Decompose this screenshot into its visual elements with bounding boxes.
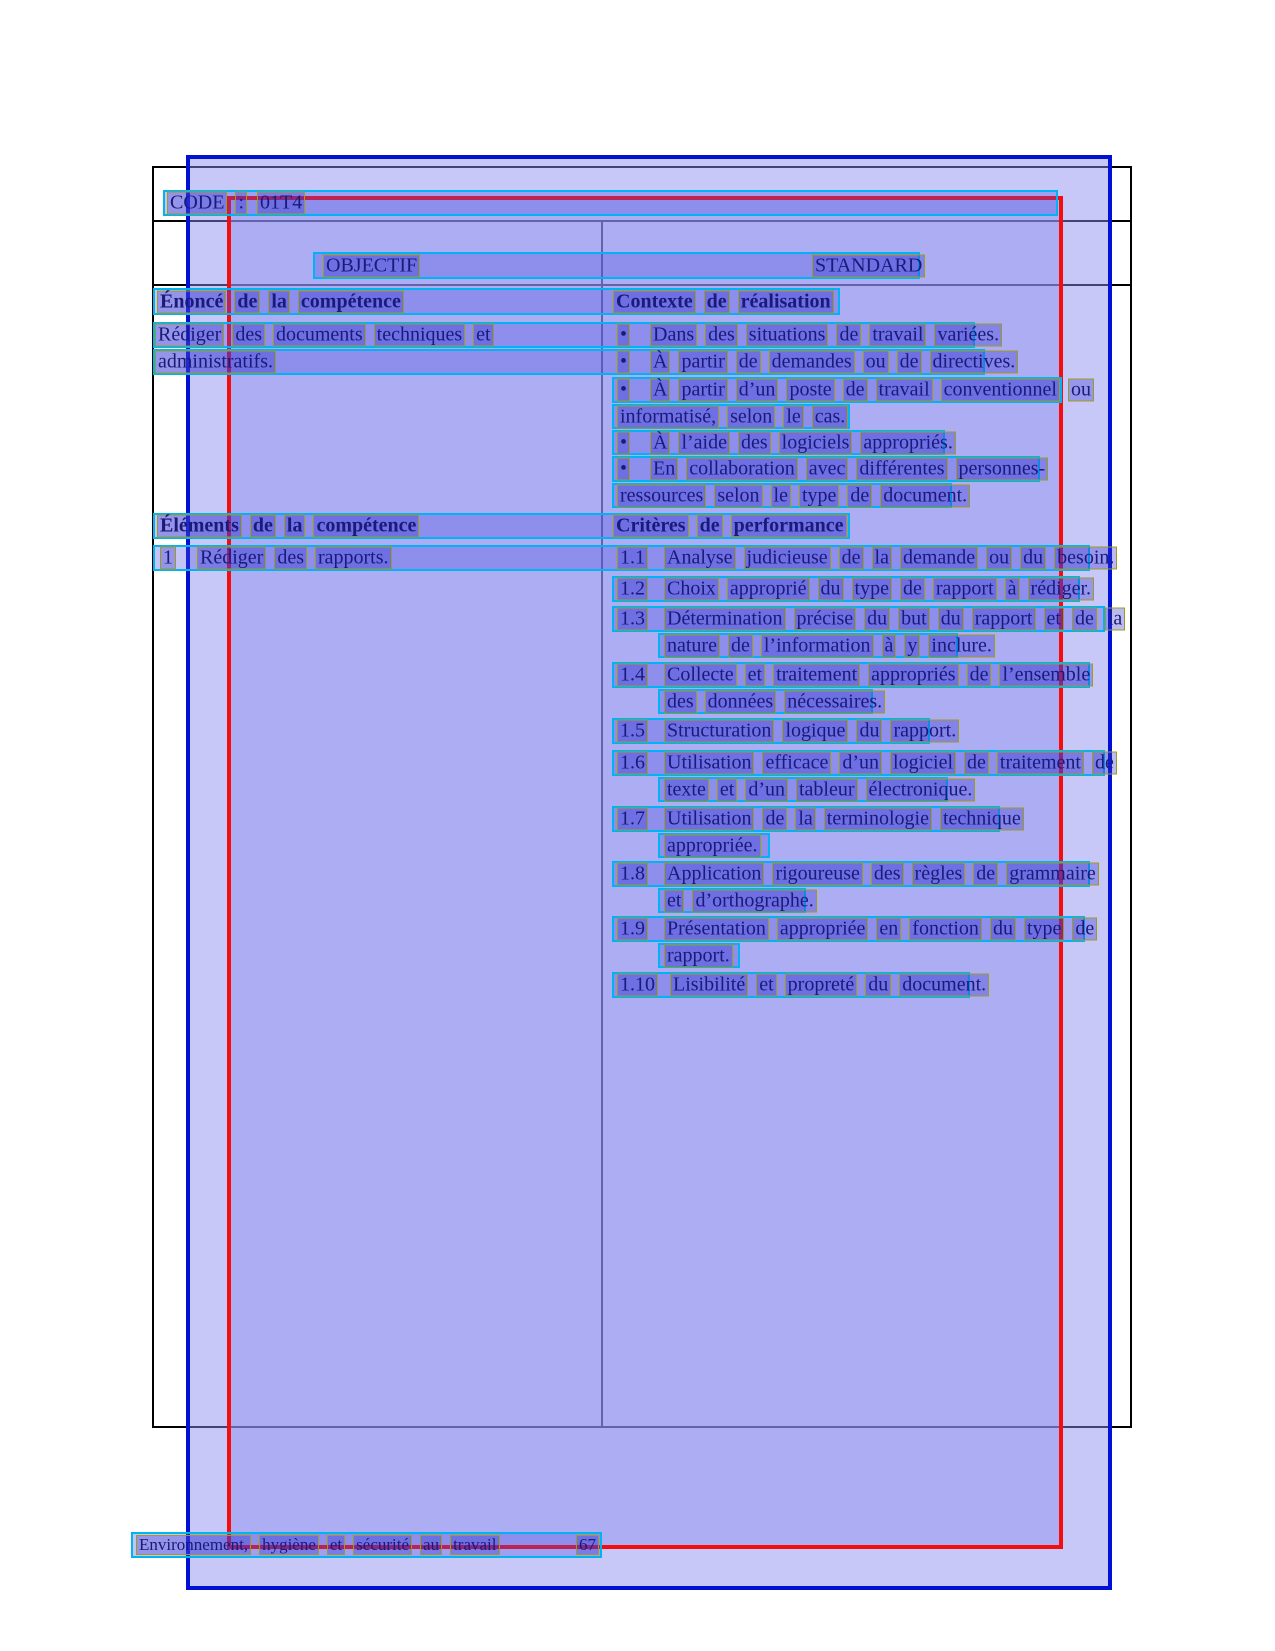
line-segment: [664, 608, 1125, 631]
word-box: des: [738, 431, 771, 454]
word-box: but: [898, 608, 930, 631]
word-box: des: [871, 863, 904, 886]
word-box: fonction: [909, 918, 982, 941]
word-box: le: [783, 405, 803, 428]
word-box: partir: [678, 379, 727, 402]
line-segment: [650, 431, 956, 454]
word-box: travail: [869, 324, 926, 347]
word-box: Détermination: [664, 608, 786, 631]
word-box: Choix: [664, 578, 719, 601]
line-segment: [167, 192, 247, 215]
word-box: d’orthographe.: [692, 889, 816, 912]
line-segment: [664, 752, 1117, 775]
line-segment: [670, 974, 989, 997]
bullet-marker: •: [617, 458, 630, 481]
word-box: de: [843, 379, 868, 402]
word-box: du: [818, 578, 844, 601]
word-box: 1.6: [617, 752, 648, 775]
word-box: et: [756, 974, 776, 997]
word-box: et: [664, 889, 684, 912]
word-box: Application: [664, 863, 764, 886]
word-box: 1.2: [617, 578, 648, 601]
line-segment: [617, 324, 630, 347]
line-segment: [650, 324, 1002, 347]
word-box: travail: [876, 379, 933, 402]
word-box: et: [473, 324, 493, 347]
word-box: en: [876, 918, 901, 941]
text-line-box: [612, 404, 850, 429]
line-segment: [812, 254, 925, 277]
line-segment: [664, 664, 1093, 687]
word-box: grammaire: [1006, 863, 1099, 886]
word-box: document.: [899, 974, 989, 997]
word-box: logique: [782, 720, 848, 743]
word-box: de: [900, 578, 925, 601]
line-segment: [576, 1535, 599, 1555]
text-line-box: [658, 777, 973, 802]
word-box: personnes-: [956, 458, 1049, 481]
text-line-box: [612, 430, 953, 455]
word-box: 1.1: [617, 547, 648, 570]
word-box: demandes: [769, 351, 855, 374]
word-box: En: [650, 458, 678, 481]
word-box: hygiène: [259, 1535, 319, 1555]
word-box: du: [1020, 547, 1046, 570]
line-segment: [664, 690, 885, 713]
word-box: type: [1024, 918, 1064, 941]
word-box: Collecte: [664, 664, 737, 687]
word-box: de: [964, 752, 989, 775]
word-box: 1.7: [617, 808, 648, 831]
word-box: l’ensemble: [999, 664, 1093, 687]
word-box: au: [420, 1535, 442, 1555]
text-line-box: [153, 288, 840, 315]
line-segment: [617, 720, 648, 743]
word-box: judicieuse: [744, 547, 831, 570]
word-box: Énoncé: [157, 290, 226, 313]
word-box: l’aide: [678, 431, 730, 454]
word-box: rapport.: [664, 944, 733, 967]
word-box: selon: [727, 405, 775, 428]
word-box: ou: [986, 547, 1012, 570]
line-segment: [664, 863, 1099, 886]
word-box: rapports.: [315, 547, 392, 570]
word-box: 1: [160, 547, 176, 570]
line-segment: [650, 379, 1094, 402]
word-box: 1.8: [617, 863, 648, 886]
line-segment: [617, 863, 648, 886]
word-box: 1.10: [617, 974, 658, 997]
word-box: Contexte: [613, 290, 696, 313]
word-box: 01T4: [257, 192, 305, 215]
word-box: À: [650, 379, 670, 402]
word-box: de: [704, 290, 730, 313]
word-box: traitement: [997, 752, 1084, 775]
text-line-box: [153, 349, 1016, 375]
word-box: traitement: [773, 664, 860, 687]
word-box: des: [705, 324, 738, 347]
line-segment: [664, 547, 1117, 570]
word-box: Présentation: [664, 918, 769, 941]
text-line-box: [131, 1532, 602, 1558]
word-box: compétence: [313, 515, 419, 538]
word-box: de: [728, 634, 753, 657]
word-box: performance: [731, 515, 847, 538]
word-box: demande: [900, 547, 978, 570]
bullet-marker: •: [617, 379, 630, 402]
line-segment: [157, 515, 419, 538]
word-box: Dans: [650, 324, 697, 347]
word-box: 67: [576, 1535, 599, 1555]
word-box: rapport.: [890, 720, 959, 743]
word-box: précise: [794, 608, 857, 631]
word-box: de: [847, 484, 872, 507]
word-box: CODE: [167, 192, 227, 215]
line-segment: [617, 752, 648, 775]
line-segment: [617, 484, 970, 507]
bullet-marker: •: [617, 431, 630, 454]
word-box: de: [697, 515, 723, 538]
word-box: et: [717, 778, 737, 801]
line-segment: [617, 431, 630, 454]
word-box: :: [235, 192, 247, 215]
word-box: de: [839, 547, 864, 570]
line-segment: [617, 379, 630, 402]
text-line-box: [153, 545, 1115, 571]
text-line-box: [612, 606, 1123, 632]
word-box: cas.: [812, 405, 849, 428]
word-box: 1.5: [617, 720, 648, 743]
word-box: appropriée.: [664, 834, 761, 857]
word-box: des: [274, 547, 307, 570]
line-segment: [664, 720, 959, 743]
line-segment: [613, 290, 834, 313]
word-box: propreté: [785, 974, 858, 997]
word-box: la: [284, 515, 306, 538]
text-line-box: [612, 576, 1092, 602]
text-line-box: [612, 483, 968, 508]
word-box: du: [856, 720, 882, 743]
word-box: Critères: [613, 515, 689, 538]
text-line-box: [313, 252, 923, 279]
word-box: STANDARD: [812, 254, 925, 277]
line-segment: [664, 578, 1094, 601]
word-box: selon: [714, 484, 762, 507]
word-box: d’un: [839, 752, 882, 775]
word-box: de: [250, 515, 276, 538]
word-box: Rédiger: [197, 547, 266, 570]
text-line-box: [612, 456, 1046, 482]
word-box: collaboration: [686, 458, 798, 481]
line-segment: [664, 889, 817, 912]
word-box: ressources: [617, 484, 706, 507]
word-box: OBJECTIF: [323, 254, 420, 277]
line-segment: [617, 808, 648, 831]
word-box: réalisation: [738, 290, 834, 313]
text-line-box: [658, 833, 770, 858]
word-box: rapport: [933, 578, 997, 601]
text-line-box: [612, 377, 1091, 403]
word-box: technique: [940, 808, 1024, 831]
word-box: du: [938, 608, 964, 631]
word-box: la: [1105, 608, 1125, 631]
word-box: administratifs.: [155, 351, 276, 374]
line-segment: [664, 918, 1097, 941]
word-box: travail: [450, 1535, 499, 1555]
word-box: Utilisation: [664, 808, 754, 831]
word-box: sécurité: [353, 1535, 412, 1555]
word-box: de: [762, 808, 787, 831]
text-line-box: [612, 861, 1096, 887]
word-box: nécessaires.: [784, 690, 885, 713]
text-line-box: [612, 750, 1114, 776]
line-segment: [617, 458, 630, 481]
word-box: type: [799, 484, 839, 507]
word-box: de: [1092, 752, 1117, 775]
word-box: rigoureuse: [772, 863, 862, 886]
word-box: la: [872, 547, 892, 570]
word-box: Éléments: [157, 515, 242, 538]
word-box: besoin.: [1054, 547, 1117, 570]
text-line-box: [163, 190, 1058, 216]
word-box: Lisibilité: [670, 974, 748, 997]
word-box: de: [836, 324, 861, 347]
word-box: de: [897, 351, 922, 374]
line-segment: [613, 515, 847, 538]
line-segment: [617, 405, 848, 428]
word-box: techniques: [374, 324, 466, 347]
line-segment: [664, 634, 995, 657]
word-box: partir: [678, 351, 727, 374]
line-segment: [136, 1535, 500, 1555]
word-box: d’un: [745, 778, 788, 801]
word-box: directives.: [930, 351, 1019, 374]
word-box: approprié: [727, 578, 810, 601]
word-box: de: [736, 351, 761, 374]
line-segment: [664, 808, 1024, 831]
text-line-box: [153, 322, 1000, 348]
word-box: 1.9: [617, 918, 648, 941]
line-segment: [617, 608, 648, 631]
word-box: informatisé,: [617, 405, 719, 428]
word-box: compétence: [298, 290, 404, 313]
line-segment: [617, 578, 648, 601]
word-box: rapport: [972, 608, 1036, 631]
word-box: ou: [1068, 379, 1094, 402]
line-segment: [157, 290, 404, 313]
text-line-box: [612, 806, 1021, 832]
word-box: du: [990, 918, 1016, 941]
word-box: À: [650, 351, 670, 374]
line-segment: [323, 254, 420, 277]
word-box: et: [327, 1535, 345, 1555]
word-box: de: [1072, 608, 1097, 631]
word-box: du: [865, 974, 891, 997]
text-line-box: [612, 662, 1090, 688]
word-box: et: [1044, 608, 1064, 631]
line-segment: [617, 664, 648, 687]
text-line-box: [658, 888, 814, 913]
text-line-box: [153, 513, 850, 539]
word-box: nature: [664, 634, 720, 657]
text-line-box: [658, 689, 883, 714]
word-box: situations: [746, 324, 829, 347]
word-box: du: [864, 608, 890, 631]
word-box: inclure.: [928, 634, 995, 657]
line-segment: [650, 458, 1048, 481]
word-box: de: [1072, 918, 1097, 941]
line-segment: [664, 778, 975, 801]
word-box: 1.3: [617, 608, 648, 631]
word-box: Environnement,: [136, 1535, 251, 1555]
text-line-box: [612, 972, 987, 998]
word-box: Analyse: [664, 547, 736, 570]
word-box: logiciels: [779, 431, 853, 454]
word-box: l’information: [761, 634, 874, 657]
text-line-box: [658, 943, 740, 968]
word-box: d’un: [736, 379, 779, 402]
text-line-box: [658, 633, 992, 658]
line-segment: [664, 834, 761, 857]
word-box: à: [1005, 578, 1020, 601]
word-box: règles: [912, 863, 966, 886]
word-box: des: [232, 324, 265, 347]
word-box: conventionnel: [941, 379, 1060, 402]
word-box: le: [771, 484, 791, 507]
bullet-marker: •: [617, 324, 630, 347]
word-box: et: [745, 664, 765, 687]
word-box: avec: [806, 458, 849, 481]
line-segment: [257, 192, 305, 215]
line-segment: [155, 351, 276, 374]
word-box: la: [268, 290, 290, 313]
word-box: efficace: [762, 752, 831, 775]
word-box: tableur: [796, 778, 858, 801]
word-box: rédiger.: [1028, 578, 1095, 601]
line-segment: [664, 944, 733, 967]
word-box: de: [967, 664, 992, 687]
word-box: différentes: [856, 458, 947, 481]
word-box: texte: [664, 778, 709, 801]
text-line-box: [612, 916, 1095, 942]
line-segment: [160, 547, 176, 570]
word-box: Rédiger: [155, 324, 224, 347]
word-box: À: [650, 431, 670, 454]
word-box: type: [852, 578, 892, 601]
line-segment: [155, 324, 494, 347]
word-box: document.: [880, 484, 970, 507]
word-box: Structuration: [664, 720, 774, 743]
word-box: variées.: [934, 324, 1002, 347]
word-box: des: [664, 690, 697, 713]
word-box: de: [973, 863, 998, 886]
line-segment: [197, 547, 392, 570]
line-segment: [617, 547, 648, 570]
word-box: y: [904, 634, 920, 657]
word-box: électronique.: [866, 778, 976, 801]
word-box: ou: [863, 351, 889, 374]
word-box: appropriés.: [860, 431, 955, 454]
bullet-marker: •: [617, 351, 630, 374]
line-segment: [617, 351, 630, 374]
text-line-box: [612, 718, 957, 744]
word-box: terminologie: [824, 808, 932, 831]
word-box: appropriée: [777, 918, 869, 941]
word-box: poste: [786, 379, 834, 402]
word-box: la: [795, 808, 815, 831]
word-box: documents: [273, 324, 366, 347]
line-segment: [650, 351, 1018, 374]
word-box: Utilisation: [664, 752, 754, 775]
word-box: 1.4: [617, 664, 648, 687]
word-box: à: [882, 634, 897, 657]
word-box: logiciel: [890, 752, 956, 775]
word-box: appropriés: [868, 664, 958, 687]
word-box: de: [234, 290, 260, 313]
line-segment: [617, 974, 658, 997]
line-segment: [617, 918, 648, 941]
word-box: données: [705, 690, 777, 713]
